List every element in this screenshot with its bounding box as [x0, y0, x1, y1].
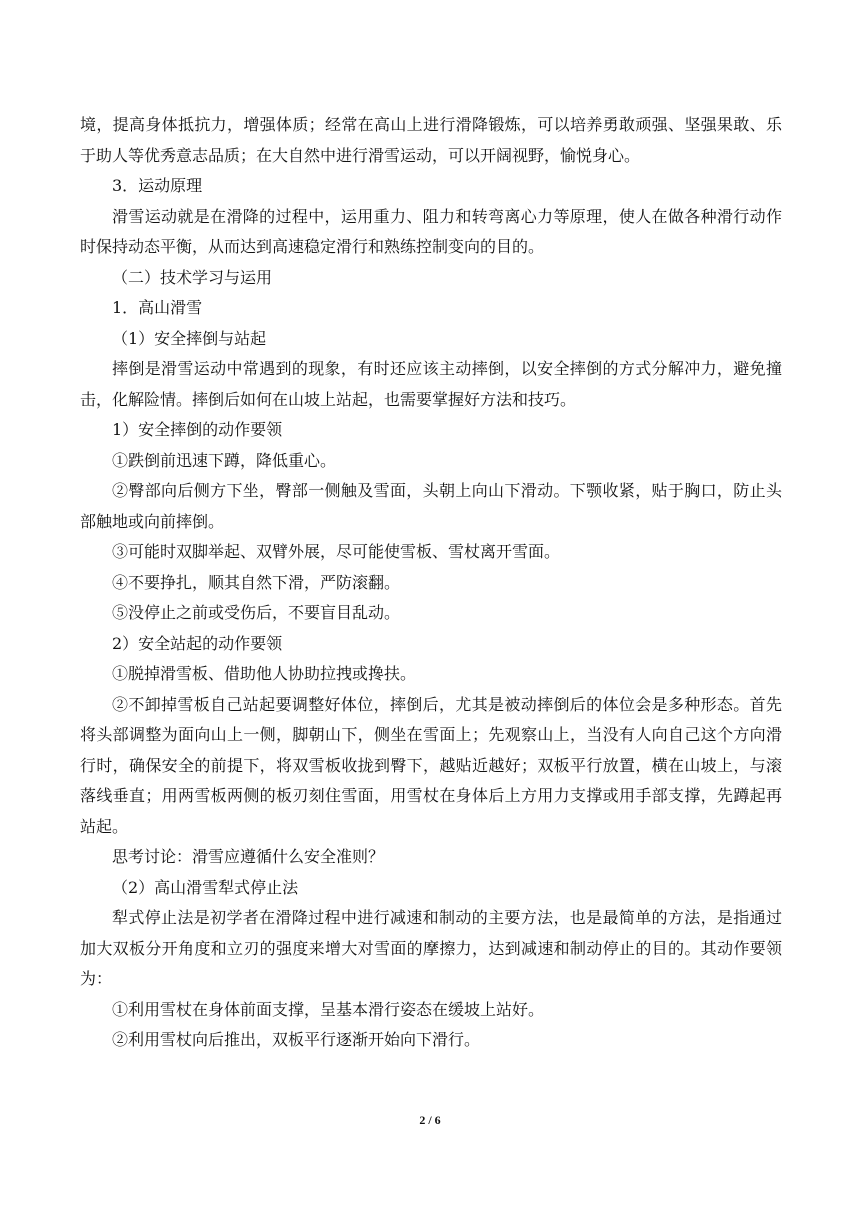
paragraph-plough-intro: 犁式停止法是初学者在滑降过程中进行减速和制动的主要方法，也是最简单的方法，是指通过加大双板分开角度和立刃的强度来增大对雪面的摩擦力，达到减速和制动停止的目的。其动作要领为：: [80, 908, 782, 988]
list-item-plough-2: ②利用雪杖向后推出，双板平行逐渐开始向下滑行。: [112, 1030, 481, 1049]
list-item-fall-1: ①跌倒前迅速下蹲，降低重心。: [112, 450, 337, 470]
heading-safe-fall-and-stand: （1）安全摔倒与站起: [112, 328, 267, 348]
paragraph-benefits-continued: 境，提高身体抵抗力，增强体质；经常在高山上进行滑降锻炼，可以培养勇敢顽强、坚强果敢、乐于助人等优秀意志品质；在大自然中进行滑雪运动，可以开阔视野，愉悦身心。: [80, 115, 782, 165]
heading-plough-stop: （2）高山滑雪犁式停止法: [112, 877, 299, 897]
heading-alpine-skiing: 1．高山滑雪: [112, 298, 203, 317]
list-item-fall-2: ②臀部向后侧方下坐，臀部一侧触及雪面，头朝上向山下滑动。下颚收紧，贴于胸口，防止头部触地或向前摔倒。: [80, 481, 782, 531]
list-item-stand-1: ①脱掉滑雪板、借助他人协助拉拽或搀扶。: [112, 664, 417, 683]
paragraph-discussion: 思考讨论：滑雪应遵循什么安全准则？: [112, 847, 385, 866]
document-body: [80, 110, 782, 1056]
heading-motion-principle: 3．运动原理: [112, 176, 203, 195]
list-item-fall-5: ⑤没停止之前或受伤后，不要盲目乱动。: [112, 603, 401, 622]
page-number: 2 / 6: [419, 1113, 441, 1127]
heading-technique-learning: （二）技术学习与运用: [112, 267, 273, 287]
list-item-stand-2: ②不卸掉雪板自己站起要调整好体位，摔倒后，尤其是被动摔倒后的体位会是多种形态。首先将头部调整为面向山上一侧，脚朝山下，侧坐在雪面上；先观察山上，当没有人向自己这个方向滑行时，确保安全的前提下，将双雪板收拢到臀下，越贴近越好；双板平行放置，横在山坡上，与滚落线垂直；用两雪板两侧的板刃刻住雪面，用雪杖在身体后上方用力支撑或用手部支撑，先蹲起再站起。: [80, 694, 782, 836]
heading-fall-essentials: 1）安全摔倒的动作要领: [112, 420, 283, 439]
paragraph-motion-principle: 滑雪运动就是在滑降的过程中，运用重力、阻力和转弯离心力等原理，使人在做各种滑行动作时保持动态平衡，从而达到高速稳定滑行和熟练控制变向的目的。: [80, 206, 782, 256]
list-item-fall-3: ③可能时双脚举起、双臂外展，尽可能使雪板、雪杖离开雪面。: [112, 542, 561, 561]
paragraph-fall-intro: 摔倒是滑雪运动中常遇到的现象，有时还应该主动摔倒，以安全摔倒的方式分解冲力，避免撞击，化解险情。摔倒后如何在山坡上站起，也需要掌握好方法和技巧。: [80, 359, 782, 409]
list-item-plough-1: ①利用雪杖在身体前面支撑，呈基本滑行姿态在缓坡上站好。: [112, 999, 545, 1019]
heading-stand-essentials: 2）安全站起的动作要领: [112, 633, 283, 653]
list-item-fall-4: ④不要挣扎，顺其自然下滑，严防滚翻。: [112, 572, 401, 592]
